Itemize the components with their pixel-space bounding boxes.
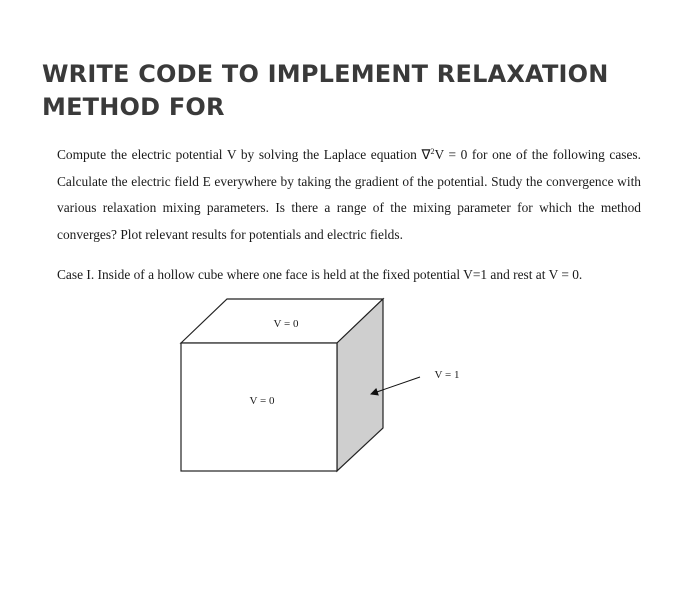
top-face-label: V = 0 xyxy=(273,318,299,330)
equation-exponent: 2 xyxy=(430,147,435,156)
right-face-label: V = 1 xyxy=(434,369,460,381)
cube-front-face xyxy=(181,343,337,471)
nabla-symbol: ∇ xyxy=(421,147,431,162)
problem-text-end: for one of the following cases. Calculate the electric field E everywhere by taking the gradient of the potential. Study the convergence with various relaxation mixing parameters. Is there a range of the mixing parameter for which the method converges? Plot relevant results for potentials and electric fields. xyxy=(57,147,641,242)
case-one-text: Case I. Inside of a hollow cube where one face is held at the fixed potential V=1 and rest at V = 0. xyxy=(57,267,583,282)
problem-text-start: Compute the electric potential V by solving the Laplace equation xyxy=(57,147,422,162)
page-title: WRITE CODE TO IMPLEMENT RELAXATION METHOD FOR xyxy=(42,60,609,121)
front-face-label: V = 0 xyxy=(249,395,275,407)
equation-rest: V = 0 xyxy=(434,147,468,162)
